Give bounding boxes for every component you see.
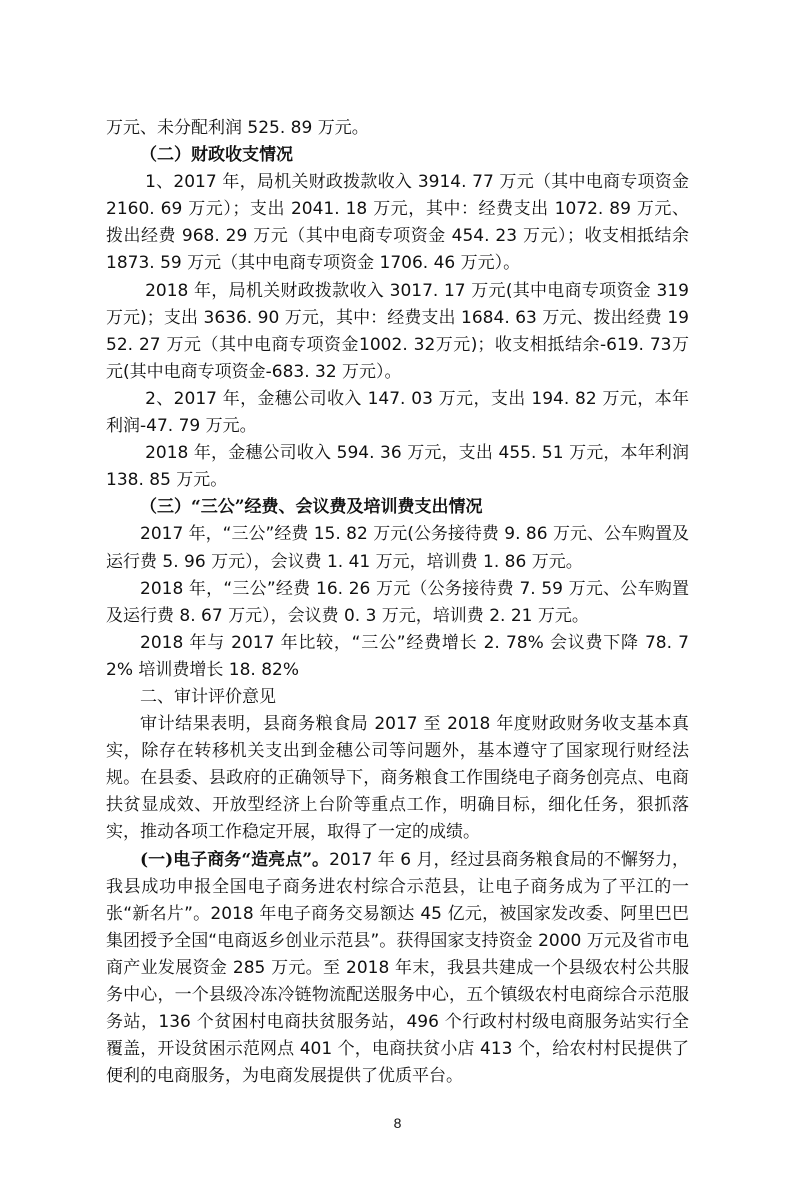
paragraph-2018-company: 2018 年，金穗公司收入 594. 36 万元，支出 455. 51 万元，本年利润 138. 85 万元。 bbox=[106, 443, 689, 491]
section-heading-fiscal: （二）财政收支情况 bbox=[140, 145, 293, 166]
section-heading-audit-opinion: 二、审计评价意见 bbox=[140, 686, 276, 707]
paragraph-2017-three-public: 2017 年，“三公”经费 15. 82 万元(公务接待费 9. 86 万元、公车购置及运行费 5. 96 万元），会议费 1. 41 万元，培训费 1. 86 万元。 bbox=[106, 524, 689, 572]
paragraph-2018-three-public: 2018 年，“三公”经费 16. 26 万元（公务接待费 7. 59 万元、公车购置及运行费 8. 67 万元），会议费 0. 3 万元，培训费 2. 21 万元。 bbox=[106, 578, 689, 626]
paragraph-2018-bureau: 2018 年，局机关财政拨款收入 3017. 17 万元(其中电商专项资金 319 万元)；支出 3636. 90 万元，其中：经费支出 1684. 63 万元、拨出经费 1952. 27 万元（其中电商专项资金1002. 32万元)；收支相抵结余-619. 73万元(其中电商专项资金-683. 32 万元）。 bbox=[106, 280, 689, 382]
paragraph-2017-bureau: 1、2017 年，局机关财政拨款收入 3914. 77 万元（其中电商专项资金 2160. 69 万元）；支出 2041. 18 万元，其中：经费支出 1072. 89 万元、拨出经费 968. 29 万元（其中电商专项资金 454. 23 万元）；收支相抵结余 1873. 59 万元（其中电商专项资金 1706. 46 万元）。 bbox=[106, 172, 689, 274]
paragraph-2017-company: 2、2017 年，金穗公司收入 147. 03 万元，支出 194. 82 万元，本年利润-47. 79 万元。 bbox=[106, 388, 689, 437]
ecommerce-lead: (一)电子商务“造亮点”。 bbox=[140, 849, 330, 870]
ecommerce-text: 2017 年 6 月，经过县商务粮食局的不懈努力，我县成功申报全国电子商务进农村综合示范县，让电子商务成为了平江的一张“新名片”。2018 年电子商务交易额达 45 亿元，被国家发改委、阿里巴巴集团授予全国“电商返乡创业示范县”。获得国家支持资金 2000 万元及省市电商产业发展资金 285 万元。至 2018 年末，我县共建成一个县级农村公共服务中心，一个县级冷冻冷链物流配送服务中心，五个镇级农村电商综合示范服务站，136 个贫困村电商扶贫服务站，496 个行政村村级电商服务站实行全覆盖，开设贫困示范网点 401 个，电商扶贫小店 413 个，给农村村民提供了便利的电商服务，为电商发展提供了优质平台。 bbox=[106, 849, 689, 1087]
paragraph-comparison: 2018 年与 2017 年比较，“三公”经费增长 2. 78% 会议费下降 78. 72% 培训费增长 18. 82% bbox=[106, 632, 689, 680]
paragraph-ecommerce bbox=[106, 847, 689, 1091]
page-number: 8 bbox=[393, 1115, 402, 1132]
section-heading-three-public: （三）“三公”经费、会议费及培训费支出情况 bbox=[140, 497, 483, 518]
paragraph-continuation: 万元、未分配利润 525. 89 万元。 bbox=[106, 118, 369, 138]
paragraph-audit-result: 审计结果表明，县商务粮食局 2017 至 2018 年度财政财务收支基本真实，除存在转移机关支出到金穗公司等问题外，基本遵守了国家现行财经法规。在县委、县政府的正确领导下，商务粮食工作围绕电子商务创亮点、电商扶贫显成效、开放型经济上台阶等重点工作，明确目标，细化任务，狠抓落实，推动各项工作稳定开展，取得了一定的成绩。 bbox=[106, 714, 689, 843]
document-body bbox=[106, 115, 689, 1090]
